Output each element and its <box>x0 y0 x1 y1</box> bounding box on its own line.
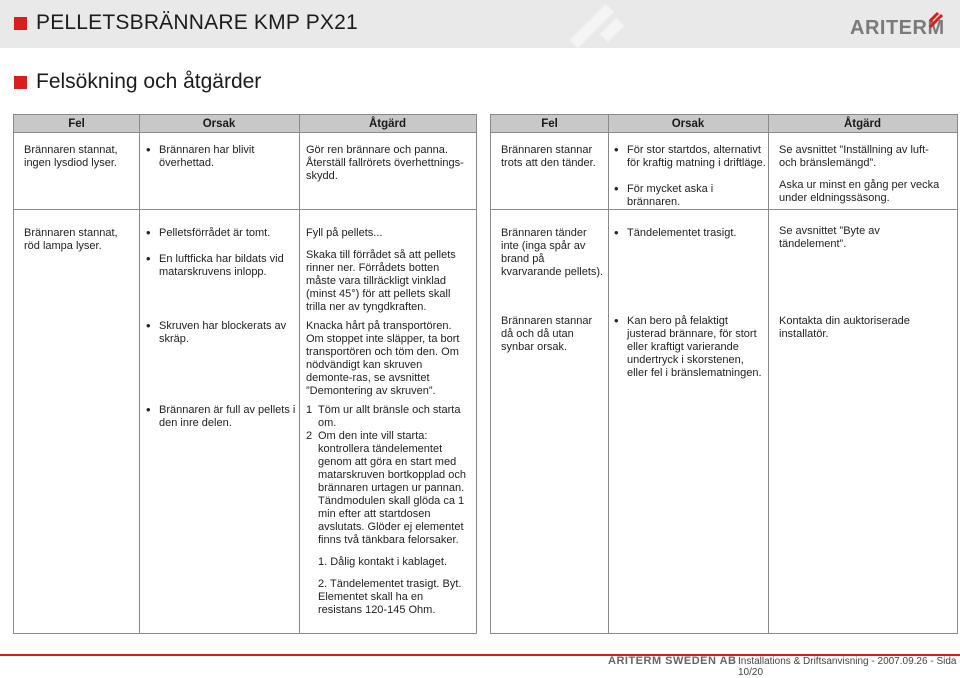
atgard-text: Aska ur minst en gång per vecka under eldningssäsong. <box>779 179 940 204</box>
step-number: 2 <box>306 430 313 442</box>
column-header-orsak: Orsak <box>671 118 705 130</box>
column-header-atgard: Åtgärd <box>843 118 882 130</box>
cause-text: 1. Dålig kontakt i kablaget. <box>318 556 448 568</box>
atgard-cell: Se avsnittet ”Byte av tändelement”. <box>779 225 880 250</box>
column-divider <box>608 115 609 633</box>
list-item: • Brännaren har blivit överhettad. <box>143 144 297 170</box>
numbered-step <box>306 430 468 547</box>
table-header <box>14 115 476 133</box>
footer-document-info: Installations & Driftsanvisning - 2007.09.26 - Sida 10/20 <box>738 656 957 678</box>
step-number: 1 <box>306 404 313 416</box>
row-divider <box>14 209 476 210</box>
header-square-icon <box>14 17 27 30</box>
atgard-cell <box>306 404 468 626</box>
orsak-cell <box>143 227 297 279</box>
list-item: • För stor startdos, alternativt för kraftig matning i driftläge. <box>611 144 766 170</box>
brand-logo-text: ARITERM <box>850 17 945 39</box>
column-header-fel: Fel <box>68 118 85 130</box>
footer-company: ARITERM SWEDEN AB <box>608 655 737 667</box>
atgard-text: Skaka till förrådet så att pellets rinner ner. Förrådets botten måste vara tillräckligt vinklad (minst 45°) för att pellets skall trilla ner av tyngdkraften. <box>306 249 456 313</box>
fel-cell: Brännaren stannar trots att den tänder. <box>501 144 596 169</box>
column-header-atgard: Åtgärd <box>368 118 407 130</box>
list-item: • En luftficka har bildats vid matarskruvens inlopp. <box>143 253 297 279</box>
document-title: PELLETSBRÄNNARE KMP PX21 <box>36 11 358 34</box>
atgard-cell <box>306 227 466 323</box>
orsak-cell <box>143 144 297 170</box>
troubleshooting-table-right <box>490 114 958 634</box>
step-text: Töm ur allt bränsle och starta om. <box>318 404 461 429</box>
section-title: Felsökning och åtgärder <box>36 70 262 93</box>
column-divider <box>299 115 300 633</box>
column-header-fel: Fel <box>541 118 558 130</box>
brand-logo-icon <box>927 9 945 29</box>
list-item: • Tändelementet trasigt. <box>611 227 766 240</box>
atgard-cell: Kontakta din auktoriserade installatör. <box>779 315 910 340</box>
atgard-cell: Knacka hårt på transportören. Om stoppet inte släpper, ta bort transportören och töm den. Om nödvändigt kan skruven demonte-ras, se avsnittet ”Demontering av skruven”. <box>306 320 460 397</box>
numbered-step <box>306 404 468 430</box>
atgard-cell: Gör ren brännare och panna. Återställ fallrörets överhettnings-skydd. <box>306 144 464 182</box>
list-item: • För mycket aska i brännaren. <box>611 183 766 209</box>
column-divider <box>139 115 140 633</box>
orsak-cell <box>611 227 766 240</box>
column-divider <box>768 115 769 633</box>
list-item: • Brännaren är full av pellets i den inre delen. <box>143 404 297 430</box>
atgard-cell <box>779 144 949 214</box>
chevron-decoration-icon <box>560 0 630 48</box>
atgard-text: Fyll på pellets... <box>306 227 383 239</box>
list-item: • Skruven har blockerats av skräp. <box>143 320 297 346</box>
cause-text: 2. Tändelementet trasigt. Byt. Elementet skall ha en resistans 120-145 Ohm. <box>318 578 462 616</box>
step-text: Om den inte vill starta: kontrollera tändelementet genom att göra en start med matarskruven bortkopplad och brännaren urtagen ur pannan. Tändmodulen skall glöda ca 1 min efter att startdosen avslutats. Glöder ej elementet finns två tänkbara felorsaker. <box>318 430 466 546</box>
orsak-cell <box>143 320 297 346</box>
orsak-cell <box>611 144 766 209</box>
list-item: • Pelletsförrådet är tomt. <box>143 227 297 240</box>
fel-cell: Brännaren stannar då och då utan synbar orsak. <box>501 315 593 353</box>
orsak-cell <box>143 404 297 430</box>
fel-cell: Brännaren tänder inte (inga spår av brand på kvarvarande pellets). <box>501 227 604 278</box>
table-header <box>491 115 957 133</box>
section-square-icon <box>14 76 27 89</box>
column-header-orsak: Orsak <box>202 118 236 130</box>
fel-cell: Brännaren stannat, röd lampa lyser. <box>24 227 118 252</box>
orsak-cell <box>611 315 766 380</box>
troubleshooting-table-left <box>13 114 477 634</box>
list-item: • Kan bero på felaktigt justerad brännare, för stort eller kraftigt varierande undertryck i skorstenen, eller fel i bränslematningen. <box>611 315 766 380</box>
fel-cell: Brännaren stannat, ingen lysdiod lyser. <box>24 144 118 169</box>
atgard-text: Se avsnittet ”Inställning av luft- och bränslemängd”. <box>779 144 929 169</box>
